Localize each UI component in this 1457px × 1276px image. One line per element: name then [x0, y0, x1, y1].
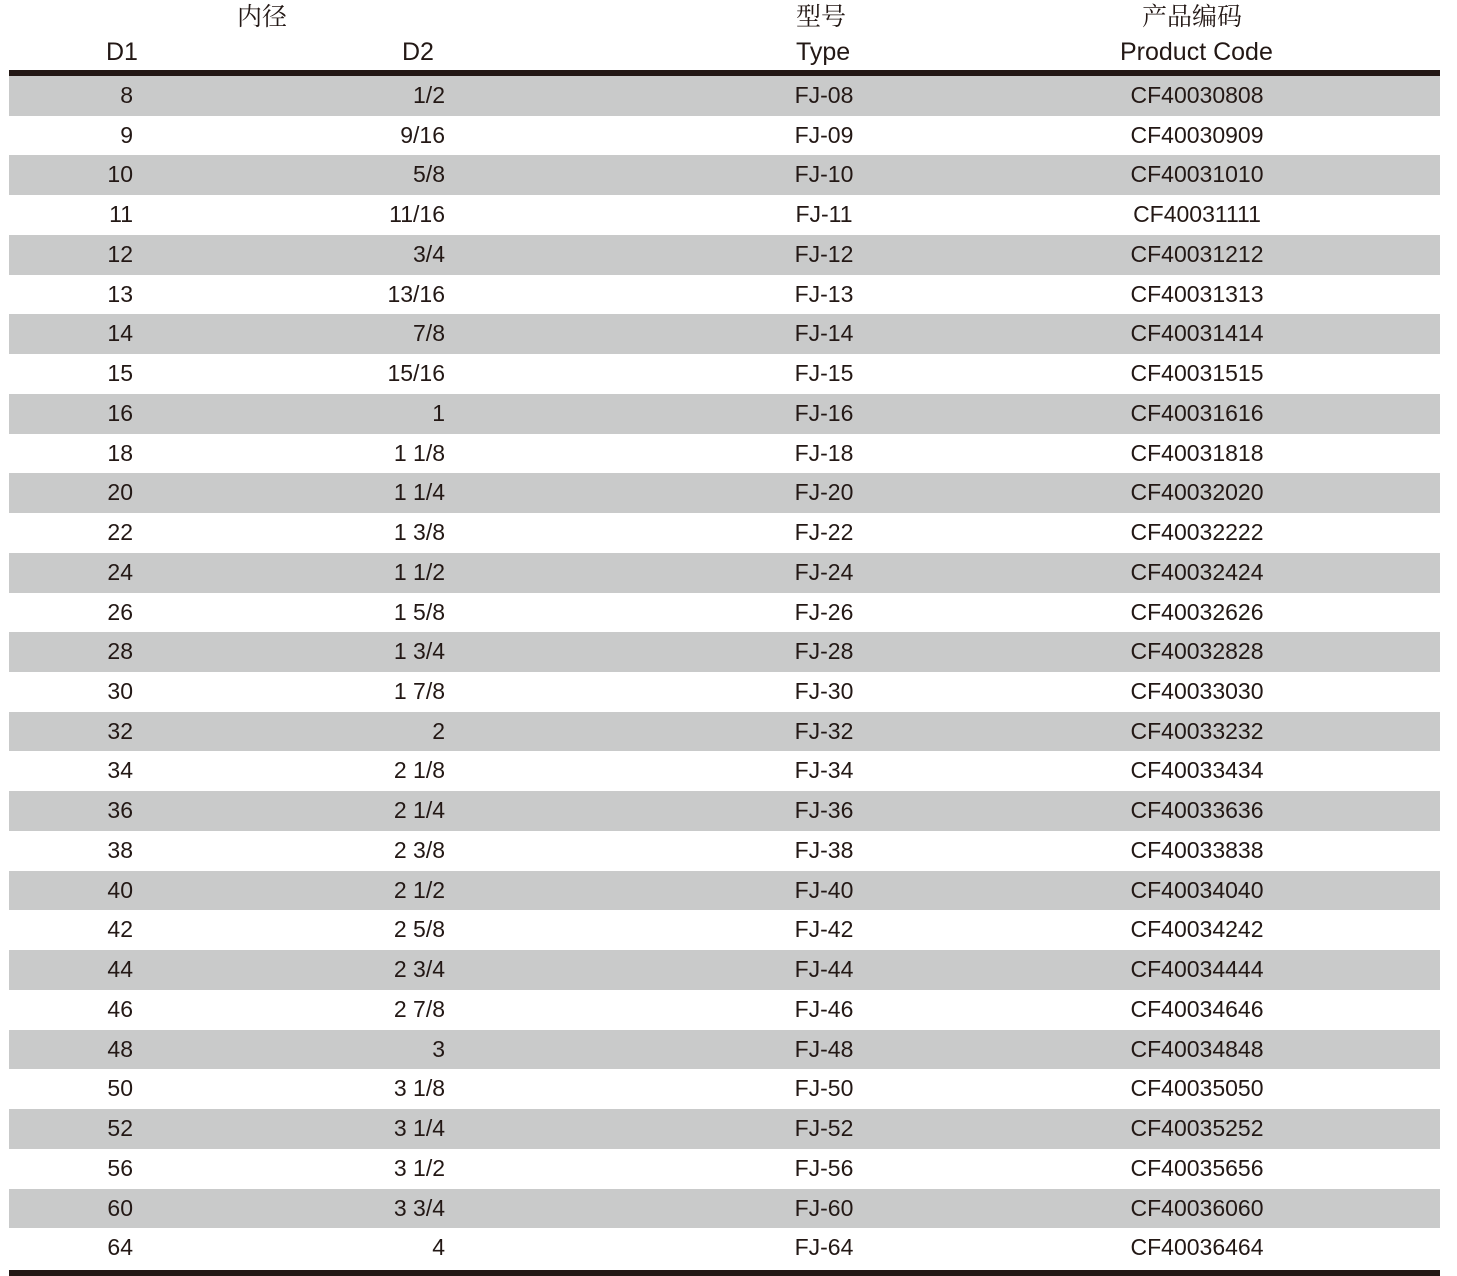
d2-cell: 3 1/2 — [393, 1154, 445, 1181]
table-row — [9, 354, 1440, 394]
type-cell: FJ-30 — [794, 678, 854, 705]
type-cell: FJ-18 — [794, 439, 854, 466]
type-cell: FJ-12 — [794, 240, 854, 267]
d1-cell: 36 — [107, 797, 133, 824]
d1-cell: 38 — [107, 836, 133, 863]
product-code-cell: CF40033030 — [1130, 678, 1264, 705]
d1-cell: 50 — [107, 1075, 133, 1102]
product-code-cell: CF40032828 — [1130, 638, 1264, 665]
type-en-header: Type — [796, 38, 851, 66]
product-code-cell: CF40032626 — [1130, 598, 1264, 625]
product-code-cell: CF40033232 — [1130, 717, 1264, 744]
product-code-cell: CF40034242 — [1130, 916, 1264, 943]
type-cell: FJ-42 — [794, 916, 854, 943]
type-cell: FJ-28 — [794, 638, 854, 665]
d1-cell: 11 — [109, 201, 133, 228]
table-row — [9, 672, 1440, 712]
d1-cell: 22 — [107, 519, 133, 546]
d1-cell: 20 — [107, 479, 133, 506]
table-row — [9, 1030, 1440, 1070]
product-code-cell: CF40030808 — [1130, 82, 1264, 108]
type-cell: FJ-50 — [794, 1075, 854, 1102]
type-cell: FJ-40 — [794, 876, 854, 903]
d2-cell: 3/4 — [413, 240, 445, 267]
d2-cell: 15/16 — [387, 360, 445, 387]
type-cell: FJ-48 — [794, 1035, 854, 1062]
d2-cell: 11/16 — [389, 201, 445, 228]
type-cell: FJ-32 — [794, 717, 854, 744]
product-code-cell: CF40033636 — [1130, 797, 1264, 824]
d2-cell: 3 1/8 — [393, 1075, 445, 1102]
product-code-cell: CF40031010 — [1130, 161, 1264, 188]
type-cell: FJ-46 — [794, 995, 854, 1022]
type-cell: FJ-13 — [794, 280, 854, 307]
table-row — [9, 910, 1440, 950]
product-code-cell: CF40031515 — [1130, 360, 1264, 387]
d2-cell: 9/16 — [400, 121, 445, 148]
d2-cell: 1/2 — [413, 82, 445, 108]
d2-cell: 1 — [432, 399, 445, 426]
table-row — [9, 990, 1440, 1030]
table-row — [9, 831, 1440, 871]
table-row — [9, 394, 1440, 434]
type-cell: FJ-26 — [794, 598, 854, 625]
d1-cell: 56 — [107, 1154, 133, 1181]
product-code-cell: CF40033434 — [1130, 757, 1264, 784]
type-cn-header: 型号 — [796, 3, 847, 31]
product-code-cell: CF40031818 — [1130, 439, 1264, 466]
inner-diameter-label: 内径 — [237, 3, 288, 31]
product-code-cell: CF40031212 — [1130, 240, 1264, 267]
table-row — [9, 632, 1440, 672]
d1-cell: 64 — [107, 1234, 133, 1261]
d1-cell: 9 — [120, 121, 133, 148]
table-row — [9, 76, 1440, 116]
type-cell: FJ-36 — [794, 797, 854, 824]
table-row — [9, 950, 1440, 990]
type-cell: FJ-22 — [794, 519, 854, 546]
table-row — [9, 235, 1440, 275]
d1-cell: 34 — [107, 757, 133, 784]
product-code-cell: CF40034848 — [1130, 1035, 1264, 1062]
product-code-cell: CF40032020 — [1130, 479, 1264, 506]
table-body — [9, 76, 1440, 1268]
type-cell: FJ-64 — [794, 1234, 854, 1261]
d2-cell: 7/8 — [413, 320, 445, 347]
d2-header: D2 — [402, 38, 434, 66]
d1-cell: 15 — [107, 360, 133, 387]
d1-cell: 48 — [107, 1035, 133, 1062]
d1-cell: 16 — [107, 399, 133, 426]
type-cell: FJ-10 — [794, 161, 854, 188]
code-en-header: Product Code — [1120, 38, 1273, 66]
product-code-cell: CF40034646 — [1130, 995, 1264, 1022]
d2-cell: 2 1/4 — [393, 797, 445, 824]
type-cell: FJ-38 — [794, 836, 854, 863]
table-row — [9, 1069, 1440, 1109]
d2-cell: 4 — [432, 1234, 445, 1261]
type-cell: FJ-52 — [794, 1115, 854, 1142]
d2-cell: 3 — [432, 1035, 445, 1062]
d1-cell: 13 — [107, 280, 133, 307]
d1-cell: 32 — [107, 717, 133, 744]
spec-table — [9, 0, 1440, 1276]
d1-cell: 46 — [107, 995, 133, 1022]
d1-cell: 24 — [107, 558, 133, 585]
product-code-cell: CF40034040 — [1130, 876, 1264, 903]
d2-cell: 5/8 — [413, 161, 445, 188]
table-row — [9, 434, 1440, 474]
product-code-cell: CF40035656 — [1130, 1154, 1264, 1181]
type-cell: FJ-14 — [794, 320, 854, 347]
d1-cell: 8 — [120, 82, 133, 108]
type-cell: FJ-24 — [794, 558, 854, 585]
product-code-cell: CF40032424 — [1130, 558, 1264, 585]
d2-cell: 3 1/4 — [393, 1115, 445, 1142]
d2-cell: 2 3/4 — [393, 956, 445, 983]
d1-cell: 14 — [107, 320, 133, 347]
type-cell: FJ-34 — [794, 757, 854, 784]
d2-cell: 2 1/2 — [393, 876, 445, 903]
d1-cell: 44 — [107, 956, 133, 983]
d1-cell: 28 — [107, 638, 133, 665]
table-row — [9, 751, 1440, 791]
table-row — [9, 155, 1440, 195]
d2-cell: 1 1/8 — [393, 439, 445, 466]
footer-rule — [9, 1270, 1440, 1276]
product-code-cell: CF40031414 — [1130, 320, 1264, 347]
d1-cell: 26 — [107, 598, 133, 625]
table-row — [9, 1228, 1440, 1268]
type-cell: FJ-44 — [794, 956, 854, 983]
d2-cell: 2 — [432, 717, 445, 744]
type-cell: FJ-11 — [795, 201, 853, 228]
d1-cell: 30 — [107, 678, 133, 705]
table-row — [9, 473, 1440, 513]
d2-cell: 2 5/8 — [393, 916, 445, 943]
d2-cell: 1 7/8 — [393, 678, 445, 705]
d1-cell: 52 — [107, 1115, 133, 1142]
table-row — [9, 593, 1440, 633]
product-code-cell: CF40031313 — [1130, 280, 1264, 307]
product-code-cell: CF40030909 — [1130, 121, 1264, 148]
d2-cell: 1 3/8 — [393, 519, 445, 546]
d2-cell: 2 1/8 — [393, 757, 445, 784]
type-cell: FJ-09 — [794, 121, 854, 148]
product-code-cell: CF40035050 — [1130, 1075, 1264, 1102]
d2-cell: 13/16 — [387, 280, 445, 307]
table-row — [9, 871, 1440, 911]
d1-cell: 60 — [107, 1194, 133, 1221]
type-cell: FJ-60 — [794, 1194, 854, 1221]
product-code-cell: CF40036464 — [1130, 1234, 1264, 1261]
table-row — [9, 116, 1440, 156]
product-code-cell: CF40034444 — [1130, 956, 1264, 983]
d2-cell: 3 3/4 — [393, 1194, 445, 1221]
table-row — [9, 712, 1440, 752]
product-code-cell: CF40036060 — [1130, 1194, 1264, 1221]
d2-cell: 1 1/2 — [393, 558, 445, 585]
d2-cell: 2 3/8 — [393, 836, 445, 863]
d1-cell: 10 — [107, 161, 133, 188]
d1-header: D1 — [106, 38, 138, 66]
type-cell: FJ-15 — [794, 360, 854, 387]
table-row — [9, 195, 1440, 235]
product-code-cell: CF40031111 — [1133, 201, 1261, 228]
code-cn-header: 产品编码 — [1142, 3, 1243, 31]
table-row — [9, 1149, 1440, 1189]
type-cell: FJ-20 — [794, 479, 854, 506]
table-row — [9, 314, 1440, 354]
type-cell: FJ-56 — [794, 1154, 854, 1181]
d1-cell: 18 — [107, 439, 133, 466]
d2-cell: 1 3/4 — [393, 638, 445, 665]
product-code-cell: CF40035252 — [1130, 1115, 1264, 1142]
type-cell: FJ-16 — [794, 399, 854, 426]
table-row — [9, 791, 1440, 831]
table-row — [9, 1189, 1440, 1229]
d1-cell: 42 — [107, 916, 133, 943]
table-row — [9, 553, 1440, 593]
product-code-cell: CF40032222 — [1130, 519, 1264, 546]
d1-cell: 40 — [107, 876, 133, 903]
table-row — [9, 1109, 1440, 1149]
table-row — [9, 513, 1440, 553]
product-code-cell: CF40031616 — [1130, 399, 1264, 426]
type-cell: FJ-08 — [794, 82, 854, 108]
d2-cell: 2 7/8 — [393, 995, 445, 1022]
d2-cell: 1 1/4 — [393, 479, 445, 506]
table-row — [9, 275, 1440, 315]
table-header — [9, 0, 1440, 70]
d1-cell: 12 — [107, 240, 133, 267]
product-code-cell: CF40033838 — [1130, 836, 1264, 863]
d2-cell: 1 5/8 — [393, 598, 445, 625]
